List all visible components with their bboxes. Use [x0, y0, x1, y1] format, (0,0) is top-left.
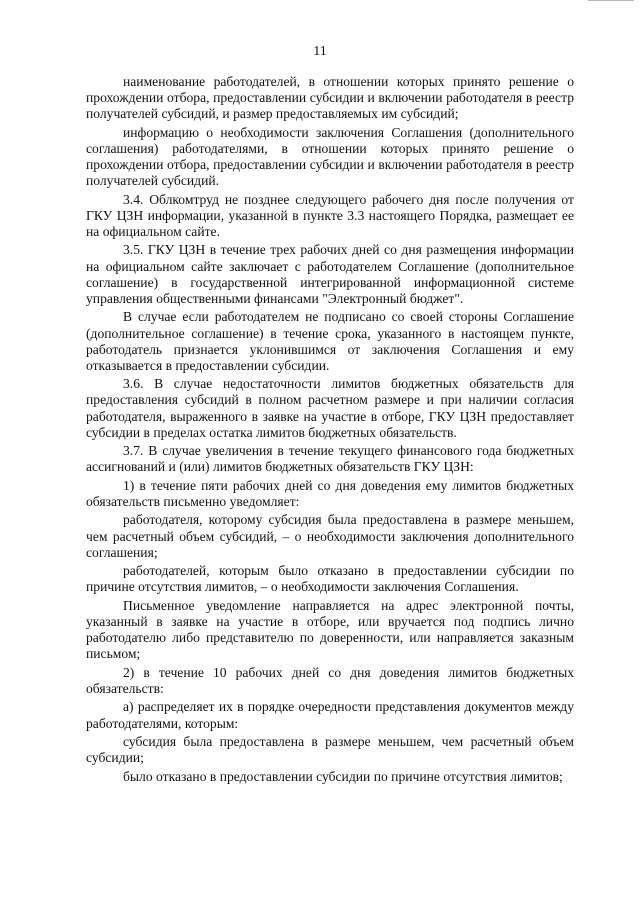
- paragraph-item-1: 1) в течение пяти рабочих дней со дня доведения ему лимитов бюджетных обязательств письменно уведомляет:: [86, 477, 574, 509]
- paragraph-3-7: 3.7. В случае увеличения в течение текущего финансового года бюджетных ассигнований и (или) лимитов бюджетных обязательств ГКУ ЦЗН:: [86, 443, 574, 475]
- scan-edge-mark: [588, 0, 634, 3]
- paragraph-employers-names: наименование работодателей, в отношении которых принято решение о прохождении отбора, предоставлении субсидии и включении работодателя в реестр получателей субсидий, и размер предоставляемых им субсидий;: [86, 74, 574, 122]
- paragraph-employer-smaller-subsidy: работодателя, которому субсидия была предоставлена в размере меньшем, чем расчетный объем субсидий, – о необходимости заключения дополнительного соглашения;: [86, 512, 574, 560]
- page-number: 11: [313, 44, 327, 59]
- paragraph-written-notice: Письменное уведомление направляется на адрес электронной почты, указанный в заявке на участие в отборе, или вручается под подпись лично работодателю либо представителю по доверенности, или направляется заказным письмом;: [86, 597, 574, 662]
- paragraph-unsigned-agreement: В случае если работодателем не подписано со своей стороны Соглашение (дополнительное соглашение) в течение срока, указанного в настоящем пункте, работодатель признается уклонившимся от заключения Соглашения и ему отказывается в предоставлении субсидии.: [86, 309, 574, 373]
- paragraph-3-4: 3.4. Облкомтруд не позднее следующего рабочего дня после получения от ГКУ ЦЗН информации, указанной в пункте 3.3 настоящего Порядка, размещает ее на официальном сайте.: [86, 191, 574, 239]
- paragraph-item-2: 2) в течение 10 рабочих дней со дня доведения лимитов бюджетных обязательств:: [86, 664, 574, 696]
- paragraph-3-5: 3.5. ГКУ ЦЗН в течение трех рабочих дней со дня размещения информации на официальном сайте заключает с работодателем Соглашение (дополнительное соглашение) в государственной интегрированной информационной системе управления общественными финансами "Электронный бюджет".: [86, 242, 574, 306]
- paragraph-3-6: 3.6. В случае недостаточности лимитов бюджетных обязательств для предоставления субсидий в полном расчетном размере и при наличии согласия работодателя, выраженного в заявке на участие в отборе, ГКУ ЦЗН предоставляет субсидии в пределах остатка лимитов бюджетных обязательств.: [86, 376, 574, 440]
- paragraph-agreement-info: информацию о необходимости заключения Соглашения (дополнительного соглашения) работодателями, в отношении которых принято решение о прохождении отбора, предоставлении субсидии и включении работодателя в реестр получателей субсидий.: [86, 124, 574, 189]
- paragraph-item-2a: а) распределяет их в порядке очередности представления документов между работодателями, которым:: [86, 699, 574, 731]
- document-body: [86, 74, 574, 787]
- paragraph-smaller-subsidy: субсидия была предоставлена в размере меньшем, чем расчетный объем субсидии;: [86, 733, 574, 766]
- paragraph-employers-refused: работодателей, которым было отказано в предоставлении субсидии по причине отсутствия лимитов, – о необходимости заключения Соглашения.: [86, 563, 574, 595]
- paragraph-refused-no-limits: было отказано в предоставлении субсидии по причине отсутствия лимитов;: [123, 768, 563, 784]
